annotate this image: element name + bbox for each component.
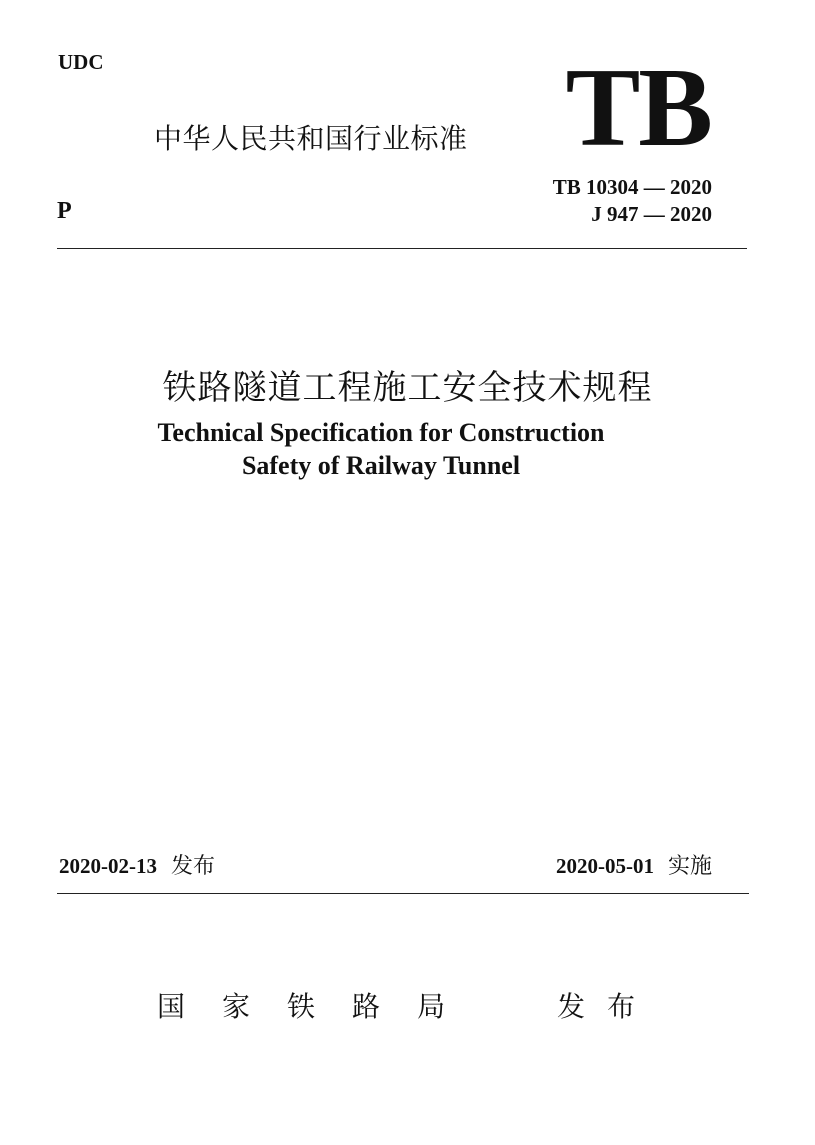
bottom-divider [57,893,749,894]
implement-date: 2020-05-01 [555,854,654,878]
publisher-name [157,985,445,1025]
publisher-char: 国 [157,990,186,1023]
publish-char: 发 [557,990,586,1023]
publisher-char: 局 [417,990,446,1023]
publisher-char: 路 [352,990,381,1023]
standard-code-tb: TB 10304 — 2020 [552,175,712,199]
issue-label: 发布 [171,854,216,879]
implement-date-block [556,849,712,880]
publisher-char: 铁 [287,990,316,1023]
tb-logo: TB [565,46,711,170]
publish-label [557,985,657,1025]
title-chinese: 铁路隧道工程施工安全技术规程 [162,368,653,408]
title-english [0,416,762,482]
publisher-char: 家 [222,990,251,1023]
standard-codes [553,174,712,228]
national-standard-heading: 中华人民共和国行业标准 [154,122,468,155]
title-english-line-1: Technical Specification for Construction [157,418,605,447]
category-label: P [57,198,72,224]
title-english-line-2: Safety of Railway Tunnel [241,451,521,480]
implement-label: 实施 [667,854,712,879]
top-divider [57,248,747,249]
publish-char: 布 [607,990,636,1023]
standard-code-j: J 947 — 2020 [591,202,712,226]
issue-date-block [59,849,215,880]
issue-date: 2020-02-13 [59,854,157,878]
udc-label: UDC [58,50,104,74]
